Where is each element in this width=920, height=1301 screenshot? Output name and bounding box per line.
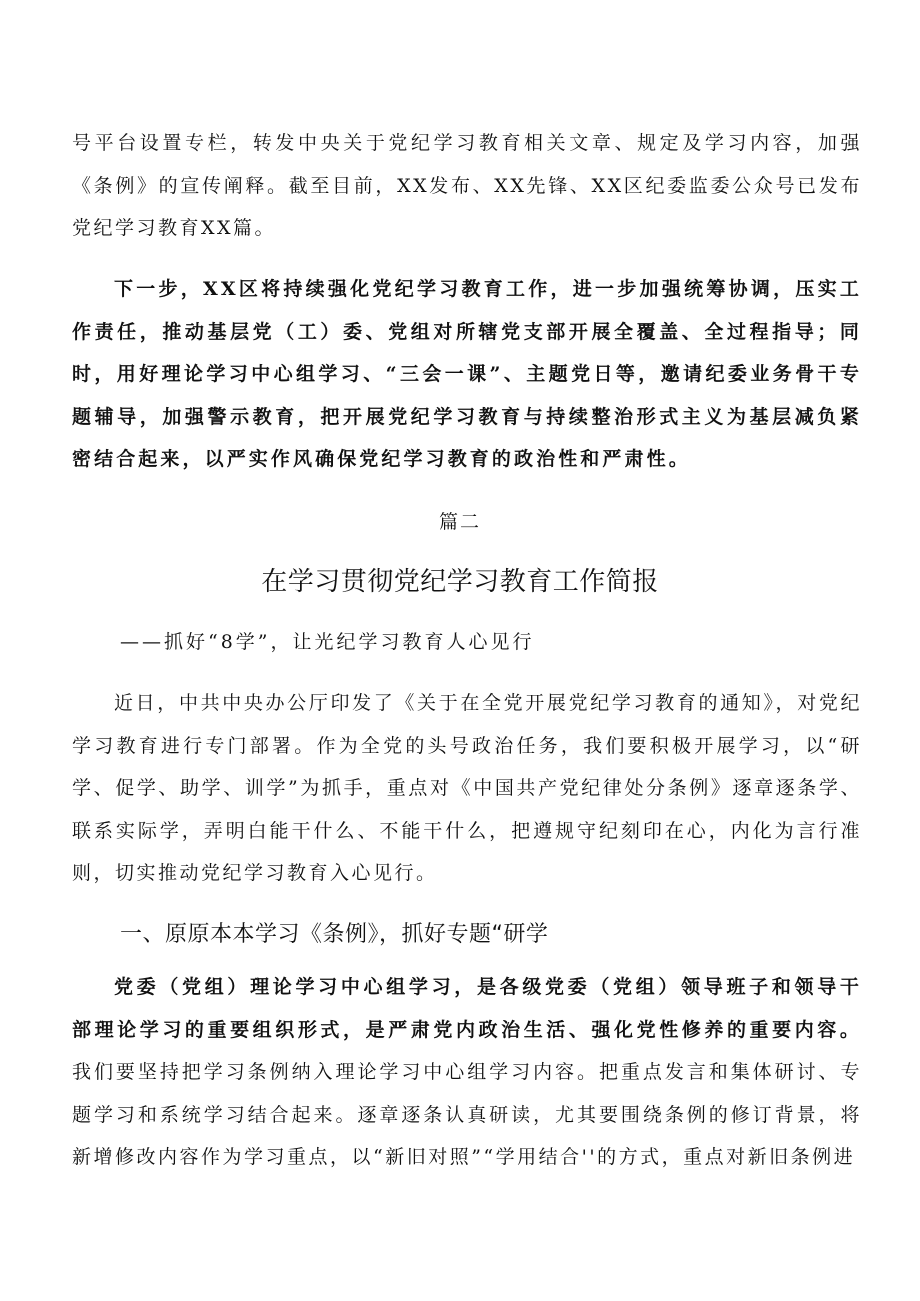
- section-heading-1: 一、原原本本学习《条例》，抓好专题“研学: [120, 922, 549, 947]
- section-label: 篇二: [438, 511, 481, 533]
- paragraph-intro: 近日，中共中央办公厅印发了《关于在全党开展党纪学习教育的通知》，对党纪学习教育进行专门部署。作为全党的头号政治任务，我们要积极开展学习，以“研学、促学、助学、训学”为抓手，重点对《中国共产党纪律处分条例》逐章逐条学、联系实际学，弄明白能干什么、不能干什么，把遵规守纪刻印在心，内化为言行准则，切实推动党纪学习教育入心见行。: [72, 692, 862, 884]
- document-title: 在学习贯彻党纪学习教育工作简报: [261, 567, 659, 597]
- paragraph-continued: 号平台设置专栏，转发中央关于党纪学习教育相关文章、规定及学习内容，加强《条例》的宣传阐释。截至目前，XX发布、XX先锋、XX区纪委监委公众号已发布党纪学习教育XX篇。: [72, 132, 862, 239]
- paragraph-next-steps: 下一步，XX区将持续强化党纪学习教育工作，进一步加强统筹协调，压实工作责任，推动基层党（工）委、党组对所辖党支部开展全覆盖、全过程指导；同时，用好理论学习中心组学习、“三会一课”、主题党日等，邀请纪委业务骨干专题辅导，加强警示教育，把开展党纪学习教育与持续整治形式主义为基层减负紧密结合起来，以严实作风确保党纪学习教育的政治性和严肃性。: [72, 278, 862, 470]
- paragraph-study-bold: 党委（党组）理论学习中心组学习，是各级党委（党组）领导班子和领导干部理论学习的重要组织形式，是严肃党内政治生活、强化党性修养的重要内容。: [72, 976, 862, 1041]
- paragraph-study-rest: 我们要坚持把学习条例纳入理论学习中心组学习内容。把重点发言和集体研讨、专题学习和系统学习结合起来。逐章逐条认真研读，尤其要围绕条例的修订背景，将新增修改内容作为学习重点，以“新旧对照”“学用结合''的方式，重点对新旧条例进: [72, 1061, 862, 1168]
- paragraph-study: [72, 966, 862, 1179]
- document-subtitle: ——抓好“8学”，让光纪学习教育人心见行: [120, 631, 535, 653]
